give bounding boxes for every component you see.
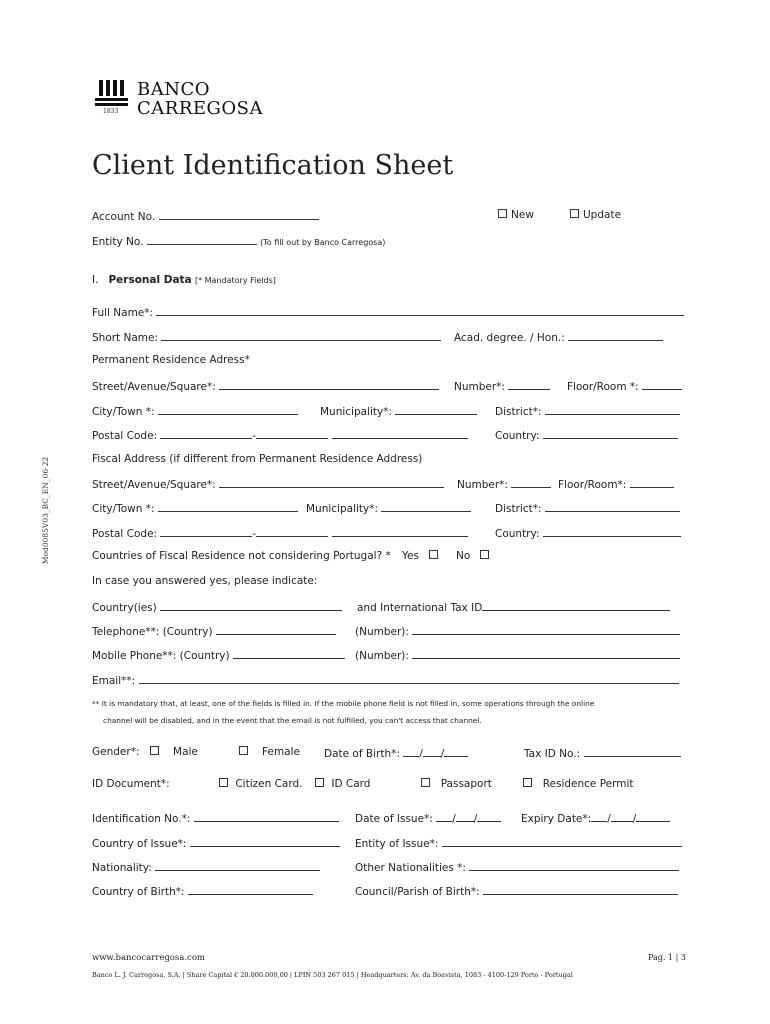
- full-name-row: [92, 305, 684, 319]
- postal1-row: Postal Code: -: [92, 428, 468, 442]
- council-birth-field[interactable]: [483, 884, 678, 895]
- date-issue-label: Date of Issue*:: [355, 813, 433, 825]
- footer-website[interactable]: www.bancocarregosa.com: [92, 953, 205, 963]
- section-number: I.: [92, 274, 99, 286]
- footer-legal: Banco L. J. Carregosa, S.A. | Share Capital € 20.000.000,00 | LPIN 503 267 015 | Headquarters: Av. da Boavista, 1083 - 4100-129 Porto - Portugal: [92, 971, 573, 979]
- district2-label: District*:: [495, 503, 542, 515]
- postal1-field-b[interactable]: [256, 428, 328, 439]
- mobile-country-field[interactable]: [233, 648, 345, 659]
- expiry-year-field[interactable]: [636, 811, 670, 822]
- id-card-label: ID Card: [331, 778, 371, 790]
- council-birth-label: Council/Parish of Birth*:: [355, 886, 480, 898]
- tax-id-field[interactable]: [584, 746, 681, 757]
- intl-tax-field[interactable]: [482, 600, 670, 611]
- full-name-field[interactable]: [156, 305, 684, 316]
- id-doc-label: ID Document*:: [92, 778, 170, 790]
- telephone-number-label: (Number):: [355, 626, 409, 638]
- male-option[interactable]: [150, 746, 198, 758]
- section-heading: [92, 274, 276, 286]
- postal2-field-a[interactable]: [160, 526, 252, 537]
- entity-issue-label: Entity of Issue*:: [355, 838, 439, 850]
- email-field[interactable]: [139, 673, 679, 684]
- street1-row: [92, 379, 439, 393]
- country-issue-row: [92, 836, 340, 850]
- district2-field[interactable]: [545, 501, 680, 512]
- number2-row: [457, 477, 551, 491]
- telephone-country-field[interactable]: [216, 624, 336, 635]
- city2-field[interactable]: [158, 501, 298, 512]
- municipality2-field[interactable]: [381, 501, 471, 512]
- street2-row: [92, 477, 444, 491]
- floor2-field[interactable]: [630, 477, 674, 488]
- city1-row: [92, 404, 298, 418]
- id-card-checkbox[interactable]: [315, 778, 324, 787]
- entity-no-field[interactable]: [147, 234, 257, 245]
- short-name-row: [92, 330, 441, 344]
- short-name-label: Short Name:: [92, 332, 159, 344]
- district1-field[interactable]: [545, 404, 680, 415]
- street1-field[interactable]: [219, 379, 439, 390]
- country-issue-field[interactable]: [190, 836, 340, 847]
- dob-label: Date of Birth*:: [324, 748, 400, 760]
- ident-no-field[interactable]: [194, 811, 339, 822]
- street2-field[interactable]: [219, 477, 444, 488]
- mobile-label: Mobile Phone**: (Country): [92, 650, 230, 662]
- country-birth-label: Country of Birth*:: [92, 886, 185, 898]
- ident-no-label: Identification No.*:: [92, 813, 191, 825]
- entity-no-row: [92, 234, 385, 248]
- telephone-number-row: [355, 624, 680, 638]
- update-option[interactable]: [570, 209, 621, 221]
- dob-year-field[interactable]: [444, 746, 468, 757]
- citizen-card-label: Citizen Card.: [235, 778, 303, 790]
- new-label: New: [511, 209, 534, 221]
- district1-row: [495, 404, 680, 418]
- number1-field[interactable]: [508, 379, 550, 390]
- short-name-field[interactable]: [161, 330, 441, 341]
- yes-checkbox[interactable]: [429, 550, 438, 559]
- acad-degree-label: Acad. degree. / Hon.:: [454, 332, 565, 344]
- number2-field[interactable]: [511, 477, 551, 488]
- countries-field[interactable]: [160, 600, 342, 611]
- council-birth-row: [355, 884, 678, 898]
- nationality-row: [92, 860, 320, 874]
- country-birth-row: [92, 884, 313, 898]
- no-checkbox[interactable]: [480, 550, 489, 559]
- street1-label: Street/Avenue/Square*:: [92, 381, 216, 393]
- tax-id-row: [524, 746, 681, 760]
- floor2-row: [558, 477, 674, 491]
- passport-checkbox[interactable]: [421, 778, 430, 787]
- postal2-row: Postal Code: -: [92, 526, 468, 540]
- account-no-label: Account No.: [92, 211, 156, 223]
- email-row: [92, 673, 679, 687]
- floor1-label: Floor/Room *:: [567, 381, 639, 393]
- acad-degree-field[interactable]: [568, 330, 663, 341]
- countries-label: Country(ies): [92, 602, 157, 614]
- other-nat-field[interactable]: [469, 860, 679, 871]
- floor2-label: Floor/Room*:: [558, 479, 627, 491]
- logo-line1: BANCO: [137, 79, 211, 100]
- expiry-month-field[interactable]: [611, 811, 633, 822]
- passport-label: Passaport: [440, 778, 492, 790]
- city2-row: [92, 501, 298, 515]
- mandatory-note-line2: channel will be disabled, and in the event that the email is not fulfilled, you can't access that channel.: [103, 716, 482, 725]
- mandatory-note-line1: ** It is mandatory that, at least, one of the fields is filled in. If the mobile phone field is not filled in, some operations through the online: [92, 699, 595, 708]
- gender-label: Gender*:: [92, 746, 140, 758]
- mobile-number-label: (Number):: [355, 650, 409, 662]
- telephone-label: Telephone**: (Country): [92, 626, 213, 638]
- country2-row: [495, 526, 681, 540]
- other-nat-label: Other Nationalities *:: [355, 862, 466, 874]
- full-name-label: Full Name*:: [92, 307, 154, 319]
- municipality2-row: [306, 501, 471, 515]
- issue-month-field[interactable]: [456, 811, 474, 822]
- country2-label: Country:: [495, 528, 540, 540]
- entity-issue-field[interactable]: [442, 836, 682, 847]
- yes-option[interactable]: [402, 550, 442, 562]
- page-number: Pag. 1 | 3: [648, 953, 686, 962]
- male-checkbox[interactable]: [150, 746, 159, 755]
- female-label: Female: [262, 746, 300, 758]
- country-issue-label: Country of Issue*:: [92, 838, 187, 850]
- city1-field[interactable]: [158, 404, 298, 415]
- district2-row: [495, 501, 680, 515]
- mobile-number-row: [355, 648, 680, 662]
- expiry-label: Expiry Date*:: [521, 813, 592, 825]
- issue-day-field[interactable]: [436, 811, 452, 822]
- tax-id-label: Tax ID No.:: [524, 748, 581, 760]
- other-nat-row: [355, 860, 679, 874]
- country-birth-field[interactable]: [188, 884, 313, 895]
- postal2-label: Postal Code:: [92, 528, 158, 540]
- logo-line2: CARREGOSA: [137, 98, 263, 119]
- acad-degree-row: [454, 330, 663, 344]
- fiscal-countries-question: Countries of Fiscal Residence not considering Portugal? *: [92, 550, 391, 562]
- male-label: Male: [173, 746, 198, 758]
- city1-label: City/Town *:: [92, 406, 155, 418]
- number1-row: [454, 379, 550, 393]
- district1-label: District*:: [495, 406, 542, 418]
- country1-row: [495, 428, 678, 442]
- new-checkbox[interactable]: [498, 209, 507, 218]
- mobile-number-field[interactable]: [412, 648, 680, 659]
- dob-month-field[interactable]: [423, 746, 441, 757]
- entity-no-label: Entity No.: [92, 236, 144, 248]
- section-title: Personal Data: [108, 274, 192, 286]
- postal2-field-b[interactable]: [256, 526, 328, 537]
- yes-label: Yes: [402, 550, 419, 562]
- nationality-label: Nationality:: [92, 862, 152, 874]
- number1-label: Number*:: [454, 381, 505, 393]
- citizen-card-option[interactable]: [219, 778, 303, 790]
- municipality1-row: [320, 404, 477, 418]
- residence-permit-checkbox[interactable]: [523, 778, 532, 787]
- account-no-row: [92, 209, 319, 223]
- date-issue-row: Date of Issue*: / /: [355, 811, 501, 825]
- dob-day-field[interactable]: [403, 746, 419, 757]
- female-checkbox[interactable]: [239, 746, 248, 755]
- municipality1-field[interactable]: [395, 404, 477, 415]
- residence-permit-label: Residence Permit: [542, 778, 634, 790]
- postal1-label: Postal Code:: [92, 430, 158, 442]
- section-note: [* Mandatory Fields]: [194, 276, 276, 285]
- country1-label: Country:: [495, 430, 540, 442]
- street2-label: Street/Avenue/Square*:: [92, 479, 216, 491]
- expiry-row: Expiry Date*: / /: [521, 811, 670, 825]
- postal1-field-c[interactable]: [332, 428, 468, 439]
- update-checkbox[interactable]: [570, 209, 579, 218]
- postal1-field-a[interactable]: [160, 428, 252, 439]
- form-code: Mod0085V03_BC_EN_06-22: [41, 456, 51, 565]
- no-label: No: [456, 550, 471, 562]
- perm-residence-heading: Permanent Residence Adress*: [92, 354, 250, 366]
- citizen-card-checkbox[interactable]: [219, 778, 228, 787]
- mobile-row: [92, 648, 345, 662]
- id-card-option[interactable]: [315, 778, 370, 790]
- floor1-row: [567, 379, 682, 393]
- telephone-row: [92, 624, 336, 638]
- in-case-text: In case you answered yes, please indicate:: [92, 575, 318, 587]
- nationality-field[interactable]: [155, 860, 320, 871]
- entity-issue-row: [355, 836, 682, 850]
- intl-tax-row: [357, 600, 670, 614]
- female-option[interactable]: [239, 746, 300, 758]
- email-label: Email**:: [92, 675, 136, 687]
- municipality2-label: Municipality*:: [306, 503, 379, 515]
- update-label: Update: [583, 209, 622, 221]
- floor1-field[interactable]: [642, 379, 682, 390]
- expiry-day-field[interactable]: [591, 811, 607, 822]
- number2-label: Number*:: [457, 479, 508, 491]
- country1-field[interactable]: [543, 428, 678, 439]
- passport-option[interactable]: [421, 778, 492, 790]
- countries-row: [92, 600, 342, 614]
- new-option[interactable]: [498, 209, 534, 221]
- no-option[interactable]: [456, 550, 493, 562]
- account-no-field[interactable]: [159, 209, 319, 220]
- city2-label: City/Town *:: [92, 503, 155, 515]
- page-title: Client Identification Sheet: [92, 150, 454, 181]
- ident-no-row: [92, 811, 339, 825]
- dob-row: Date of Birth*: / /: [324, 746, 468, 760]
- fiscal-address-heading: Fiscal Address (if different from Permanent Residence Address): [92, 453, 423, 465]
- issue-year-field[interactable]: [477, 811, 501, 822]
- postal2-field-c[interactable]: [332, 526, 468, 537]
- country2-field[interactable]: [543, 526, 681, 537]
- residence-permit-option[interactable]: [523, 778, 634, 790]
- fill-out-note: (To fill out by Banco Carregosa): [260, 238, 386, 247]
- intl-tax-label: and International Tax ID: [357, 602, 483, 614]
- telephone-number-field[interactable]: [412, 624, 680, 635]
- municipality1-label: Municipality*:: [320, 406, 393, 418]
- logo-year: 1833: [103, 108, 119, 115]
